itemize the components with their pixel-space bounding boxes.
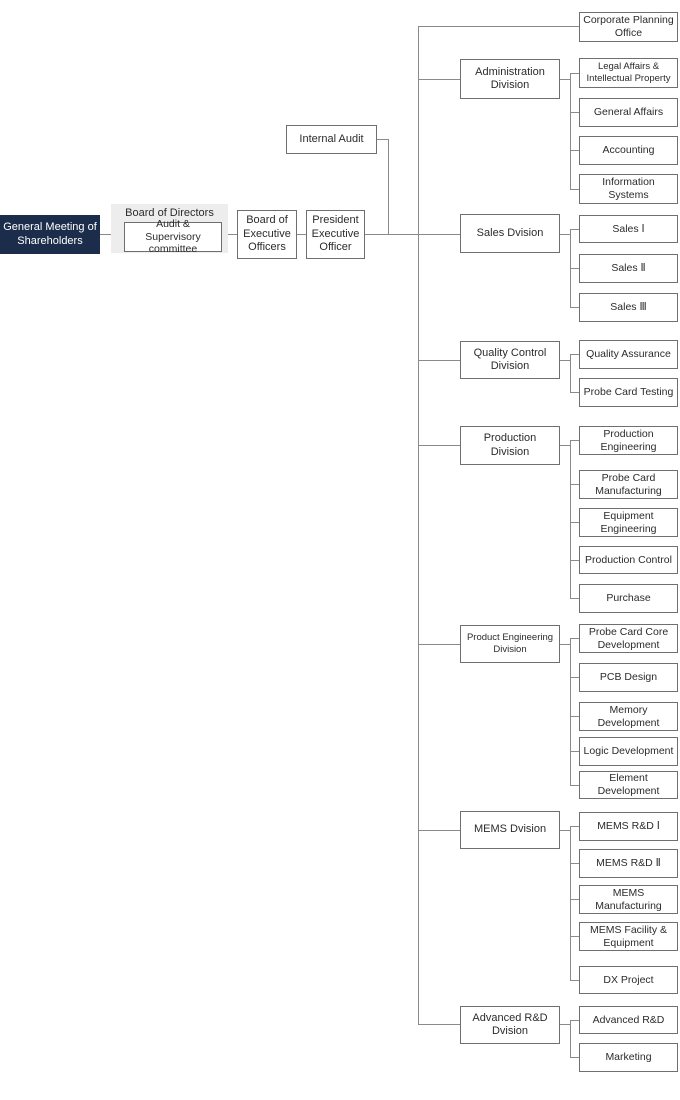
connector-line — [570, 1020, 579, 1021]
division-box-mems: MEMS Dvision — [460, 811, 560, 849]
connector-line — [418, 644, 460, 645]
connector-line — [570, 229, 579, 230]
division-box-sales: Sales Dvision — [460, 214, 560, 253]
dept-box-accounting: Accounting — [579, 136, 678, 165]
connector-line — [418, 79, 460, 80]
connector-line — [570, 598, 579, 599]
connector-line — [570, 936, 579, 937]
dept-box-legal-affairs-intellectual-property: Legal Affairs & Intellectual Property — [579, 58, 678, 88]
connector-line — [560, 1024, 570, 1025]
dept-box-mems-rd-2: MEMS R&D Ⅱ — [579, 849, 678, 878]
connector-line — [228, 234, 237, 235]
connector-line — [418, 1024, 460, 1025]
connector-line — [570, 112, 579, 113]
box-audit-supervisory-committee: Audit & Supervisory committee — [124, 222, 222, 252]
connector-line — [570, 560, 579, 561]
connector-line — [570, 863, 579, 864]
connector-line — [570, 1057, 579, 1058]
connector-line — [570, 150, 579, 151]
connector-line — [388, 139, 389, 235]
connector-line — [570, 522, 579, 523]
division-box-production: Production Division — [460, 426, 560, 465]
dept-box-probe-card-core-development: Probe Card Core Development — [579, 624, 678, 653]
dept-box-probe-card-manufacturing: Probe Card Manufacturing — [579, 470, 678, 499]
dept-box-equipment-engineering: Equipment Engineering — [579, 508, 678, 537]
dept-box-general-affairs: General Affairs — [579, 98, 678, 127]
dept-box-probe-card-testing: Probe Card Testing — [579, 378, 678, 407]
dept-box-sales-1: Sales Ⅰ — [579, 215, 678, 243]
dept-box-dx-project: DX Project — [579, 966, 678, 994]
dept-box-quality-assurance: Quality Assurance — [579, 340, 678, 369]
dept-box-information-systems: Information Systems — [579, 174, 678, 204]
dept-box-mems-rd-1: MEMS R&D Ⅰ — [579, 812, 678, 841]
connector-line — [560, 234, 570, 235]
connector-line — [570, 785, 579, 786]
dept-box-sales-3: Sales Ⅲ — [579, 293, 678, 322]
connector-line — [365, 234, 460, 235]
box-board-of-executive-officers: Board of Executive Officers — [237, 210, 297, 259]
connector-line — [570, 73, 571, 190]
connector-line — [570, 268, 579, 269]
connector-line — [570, 484, 579, 485]
connector-line — [297, 234, 306, 235]
dept-box-marketing: Marketing — [579, 1043, 678, 1072]
connector-line — [570, 73, 579, 74]
dept-box-production-control: Production Control — [579, 546, 678, 574]
connector-line — [560, 830, 570, 831]
dept-box-corporate-planning-office: Corporate Planning Office — [579, 12, 678, 42]
dept-box-purchase: Purchase — [579, 584, 678, 613]
dept-box-pcb-design: PCB Design — [579, 663, 678, 692]
dept-box-sales-2: Sales Ⅱ — [579, 254, 678, 283]
connector-line — [570, 826, 579, 827]
connector-line — [418, 360, 460, 361]
connector-line — [570, 1020, 571, 1058]
dept-box-advanced-rd: Advanced R&D — [579, 1006, 678, 1034]
connector-line — [100, 234, 111, 235]
dept-box-element-development: Element Development — [579, 771, 678, 799]
connector-line — [570, 440, 571, 599]
connector-line — [570, 980, 579, 981]
box-internal-audit: Internal Audit — [286, 125, 377, 154]
dept-box-mems-manufacturing: MEMS Manufacturing — [579, 885, 678, 914]
connector-line — [560, 79, 570, 80]
connector-line — [570, 826, 571, 981]
connector-line — [570, 638, 571, 786]
connector-line — [570, 354, 579, 355]
dept-box-mems-facility-equipment: MEMS Facility & Equipment — [579, 922, 678, 951]
connector-line — [570, 638, 579, 639]
connector-line — [418, 445, 460, 446]
connector-line — [570, 677, 579, 678]
board-of-directors-label: Board of Directors — [125, 207, 214, 219]
division-box-advanced-rd: Advanced R&D Dvision — [460, 1006, 560, 1044]
dept-box-memory-development: Memory Development — [579, 702, 678, 731]
connector-line — [418, 830, 460, 831]
connector-line — [570, 751, 579, 752]
connector-line — [560, 644, 570, 645]
connector-line — [570, 716, 579, 717]
box-president-executive-officer: President Executive Officer — [306, 210, 365, 259]
connector-line — [570, 307, 579, 308]
board-of-directors-group — [111, 204, 228, 256]
connector-line — [560, 445, 570, 446]
division-box-administration: Administration Division — [460, 59, 560, 99]
connector-line — [570, 189, 579, 190]
connector-line — [570, 440, 579, 441]
connector-line — [570, 392, 579, 393]
connector-line — [570, 899, 579, 900]
connector-line — [418, 26, 579, 27]
division-box-product-engineering: Product Engineering Division — [460, 625, 560, 663]
box-general-meeting-of-shareholders: General Meeting of Shareholders — [0, 215, 100, 254]
connector-trunk — [418, 26, 419, 1025]
dept-box-production-engineering: Production Engineering — [579, 426, 678, 455]
connector-line — [560, 360, 570, 361]
dept-box-logic-development: Logic Development — [579, 737, 678, 766]
division-box-quality-control: Quality Control Division — [460, 341, 560, 379]
connector-line — [570, 354, 571, 393]
